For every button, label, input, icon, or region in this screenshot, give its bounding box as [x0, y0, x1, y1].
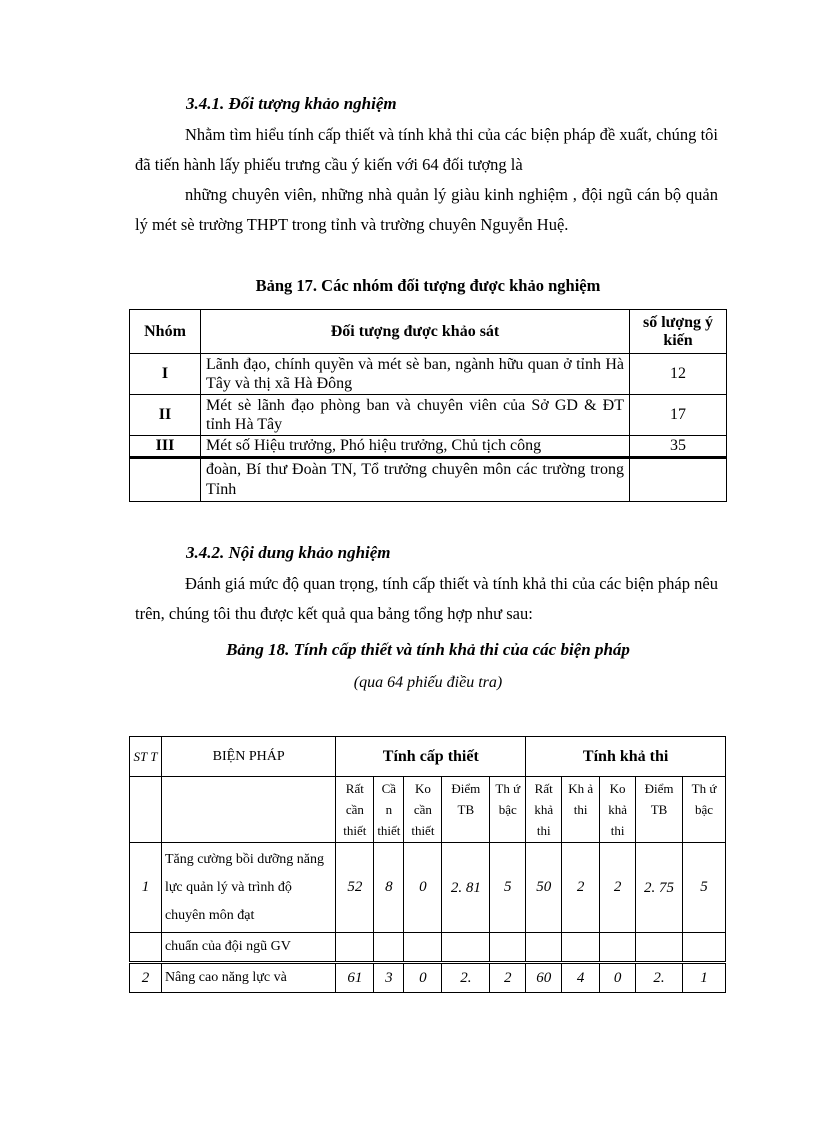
table17-cell-count: 17 — [630, 395, 727, 436]
table17-header-subject: Đối tượng được khảo sát — [201, 310, 630, 354]
table18-sub-header: Cầ n thiết — [374, 777, 404, 843]
table18-cell-bienphap: chuẩn của đội ngũ GV — [161, 933, 335, 963]
table18-cell-stt: 1 — [130, 843, 162, 933]
table18-caption: Bảng 18. Tính cấp thiết và tính khả thi của các biện pháp — [226, 640, 630, 659]
table18-sub-header: Rất khả thi — [526, 777, 562, 843]
table18-cell: 2. — [636, 963, 683, 993]
table18-cell-bienphap: Tăng cường bồi dưỡng năng lực quản lý và trình độ chuyên môn đạt — [161, 843, 335, 933]
table18-sub-header: Th ứ bậc — [683, 777, 726, 843]
section-342-paragraph: Đánh giá mức độ quan trọng, tính cấp thiết và tính khả thi của các biện pháp nêu trên, chúng tôi thu được kết quả qua bảng tổng hợp như sau: — [135, 574, 718, 623]
table18-cell: 2 — [490, 963, 526, 993]
table17-cell-count: 35 — [630, 436, 727, 458]
table17-header-count: số lượng ý kiến — [630, 310, 727, 354]
table17 — [129, 309, 727, 502]
table18-sub-header: Điểm TB — [636, 777, 683, 843]
section-341-paragraph-2: những chuyên viên, những nhà quản lý giàu kinh nghiệm , đội ngũ cán bộ quản lý mét sè trường THPT trong tỉnh và trường chuyên Nguyễn Huệ. — [135, 185, 718, 234]
table17-cell-group: I — [130, 354, 201, 395]
table18-cell: 5 — [683, 843, 726, 933]
table18-cell: 3 — [374, 963, 404, 993]
table18-cell: 50 — [526, 843, 562, 933]
table18-cell: 2. 75 — [636, 843, 683, 933]
table18-cell: 2. 81 — [442, 843, 490, 933]
table18-sub-header: Th ứ bậc — [490, 777, 526, 843]
table18 — [129, 736, 726, 993]
table17-cell-count: 12 — [630, 354, 727, 395]
table18-header-bienphap: BIỆN PHÁP — [161, 737, 335, 777]
section-341-paragraph-1: Nhằm tìm hiểu tính cấp thiết và tính khả thi của các biện pháp đề xuất, chúng tôi đã tiến hành lấy phiếu trưng cầu ý kiến với 64 đối tượng là — [135, 125, 718, 174]
table17-header-group: Nhóm — [130, 310, 201, 354]
table18-cell-bienphap: Nâng cao năng lực và — [161, 963, 335, 993]
table17-cell-subject: Mét sè lãnh đạo phòng ban và chuyên viên của Sở GD & ĐT tỉnh Hà Tây — [201, 395, 630, 436]
table17-cell-subject: Lãnh đạo, chính quyền và mét sè ban, ngành hữu quan ở tỉnh Hà Tây và thị xã Hà Đông — [201, 354, 630, 395]
table18-sub-header: Điểm TB — [442, 777, 490, 843]
table18-cell: 52 — [336, 843, 374, 933]
table18-header-khathi: Tính khả thi — [526, 737, 726, 777]
table18-cell: 0 — [404, 963, 442, 993]
table17-cell-subject: đoàn, Bí thư Đoàn TN, Tổ trưởng chuyên môn các trường trong Tỉnh — [201, 458, 630, 502]
table18-cell-stt: 2 — [130, 963, 162, 993]
section-341-heading: 3.4.1. Đối tượng khảo nghiệm — [186, 94, 397, 113]
table18-cell: 0 — [404, 843, 442, 933]
table17-caption: Bảng 17. Các nhóm đối tượng được khảo nghiệm — [255, 276, 601, 295]
table-row — [130, 354, 727, 395]
table18-subcaption: (qua 64 phiếu điều tra) — [353, 674, 503, 691]
table17-cell-group: II — [130, 395, 201, 436]
table18-cell: 2. — [442, 963, 490, 993]
table18-sub-header: Rất cần thiết — [336, 777, 374, 843]
table-row — [130, 436, 727, 458]
table18-cell: 2 — [562, 843, 600, 933]
table-row — [130, 458, 727, 502]
table18-sub-header: Ko khả thi — [600, 777, 636, 843]
table18-cell: 60 — [526, 963, 562, 993]
table18-cell: 4 — [562, 963, 600, 993]
table18-header-capthiet: Tính cấp thiết — [336, 737, 526, 777]
table18-cell: 2 — [600, 843, 636, 933]
table18-cell: 5 — [490, 843, 526, 933]
table18-cell: 61 — [336, 963, 374, 993]
table-row — [130, 395, 727, 436]
table18-header-stt: ST T — [130, 737, 162, 777]
table18-cell: 1 — [683, 963, 726, 993]
table-row — [130, 963, 726, 993]
table18-cell: 0 — [600, 963, 636, 993]
table-row — [130, 843, 726, 933]
table18-sub-header: Ko cần thiết — [404, 777, 442, 843]
table17-cell-group — [130, 458, 201, 502]
table18-cell: 8 — [374, 843, 404, 933]
table-row — [130, 933, 726, 963]
section-342-heading: 3.4.2. Nội dung khảo nghiệm — [186, 543, 391, 562]
table17-cell-group: III — [130, 436, 201, 458]
table17-cell-subject: Mét số Hiệu trưởng, Phó hiệu trưởng, Chủ tịch công — [201, 436, 630, 458]
table18-sub-header: Kh ả thi — [562, 777, 600, 843]
table17-cell-count — [630, 458, 727, 502]
